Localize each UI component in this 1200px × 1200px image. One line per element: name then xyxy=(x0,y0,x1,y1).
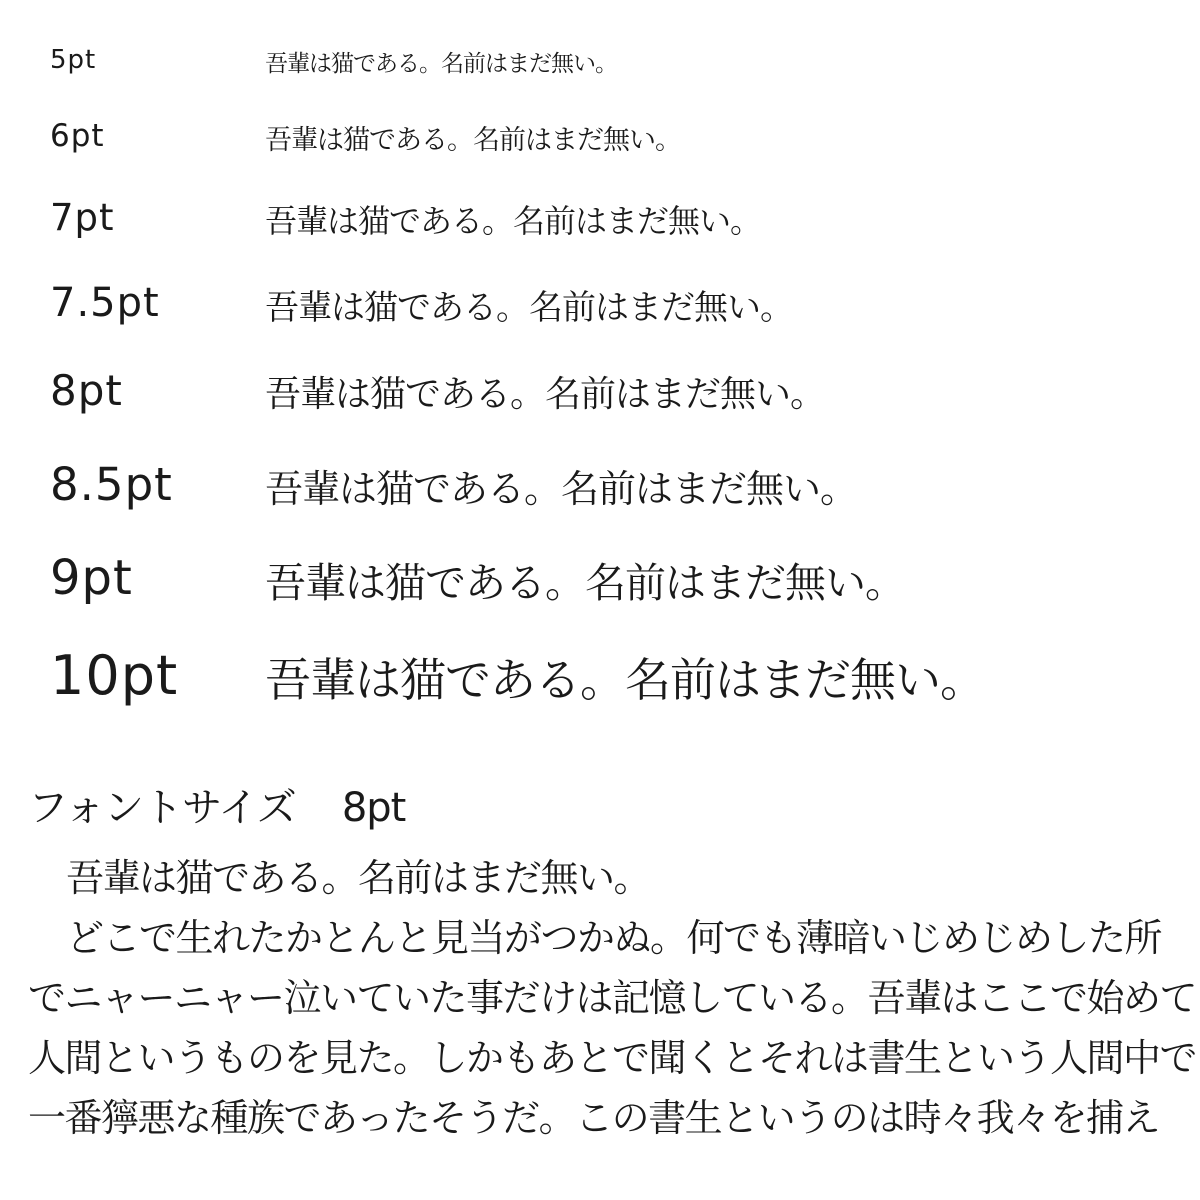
body-paragraph xyxy=(28,848,1197,1148)
heading-label: フォントサイズ xyxy=(28,785,296,831)
body-line xyxy=(28,1028,1197,1088)
sample-text: 吾輩は猫である。名前はまだ無い。 xyxy=(265,202,762,240)
body-line-text: どこで生れたかとんと見当がつかぬ。何でも薄暗いじめじめした所 xyxy=(66,916,1162,960)
size-label: 7.5pt xyxy=(50,280,160,326)
size-label: 8pt xyxy=(50,366,123,415)
heading-size: 8pt xyxy=(341,785,406,831)
body-line-text: 人間というものを見た。しかもあとで聞くとそれは書生という人間中で xyxy=(28,1036,1197,1080)
body-line-text: 吾輩は猫である。名前はまだ無い。 xyxy=(66,856,651,900)
body-line xyxy=(28,1088,1178,1148)
size-label: 6pt xyxy=(50,118,105,154)
size-label: 10pt xyxy=(50,644,179,707)
body-line-text: でニャーニャー泣いていた事だけは記憶している。吾輩はここで始めて xyxy=(28,976,1197,1020)
sample-text: 吾輩は猫である。名前はまだ無い。 xyxy=(265,288,793,328)
size-label: 8.5pt xyxy=(50,458,173,511)
section-heading xyxy=(28,776,405,833)
sample-text: 吾輩は猫である。名前はまだ無い。 xyxy=(265,374,826,415)
sample-text: 吾輩は猫である。名前はまだ無い。 xyxy=(265,51,617,77)
size-label: 7pt xyxy=(50,196,115,239)
sample-text: 吾輩は猫である。名前はまだ無い。 xyxy=(265,653,985,707)
body-line xyxy=(28,908,1178,968)
sample-text: 吾輩は猫である。名前はまだ無い。 xyxy=(265,125,681,156)
body-line xyxy=(28,848,1178,908)
body-line xyxy=(28,968,1197,1028)
size-label: 5pt xyxy=(50,45,97,75)
body-line-text: 一番獰悪な種族であったそうだ。この書生というのは時々我々を捕え xyxy=(28,1096,1160,1140)
size-label: 9pt xyxy=(50,550,133,606)
sample-text: 吾輩は猫である。名前はまだ無い。 xyxy=(265,467,858,511)
sample-text: 吾輩は猫である。名前はまだ無い。 xyxy=(265,559,905,607)
